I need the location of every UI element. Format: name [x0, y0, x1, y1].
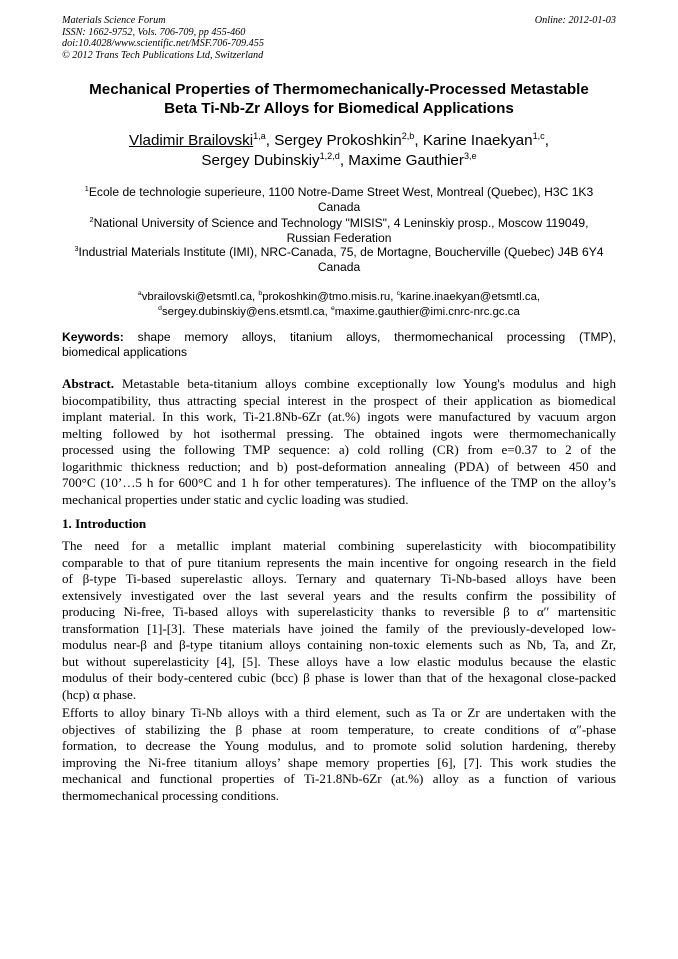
- paragraph-line: but without superelasticity [4], [5]. These alloys have a low elastic modulus because the elastic: [62, 653, 616, 669]
- affiliation-2: [62, 216, 616, 246]
- email-address[interactable]: vbrailovski@etsmtl.ca,: [141, 291, 259, 303]
- paragraph-line: Efforts to alloy binary Ti-Nb alloys with a third element, such as Ta or Zr are undertaken with the: [62, 705, 616, 720]
- author-list: [62, 131, 616, 171]
- abstract-line: [62, 376, 616, 393]
- keywords: [62, 330, 616, 360]
- email-line: [62, 290, 616, 305]
- abstract: [62, 376, 616, 508]
- keywords-label: Keywords:: [62, 330, 124, 344]
- paragraph-line: mechanical and functional properties of Ti-21.8Nb-6Zr (at.%) alloy as a function of various: [62, 771, 616, 786]
- email-sup: c: [396, 290, 400, 298]
- paragraph-line: transformation [1]-[3]. These materials have joined the family of the previously-developed low-: [62, 620, 616, 636]
- abstract-line: melting followed by hot isothermal pressing. The obtained ingots were thermomechanically: [62, 425, 616, 441]
- paragraph-line: of β-type Ti-based superelastic alloys. Ternary and quaternary Ti-Nb-based alloys have been: [62, 571, 616, 586]
- abstract-label: Abstract.: [62, 376, 114, 391]
- paragraph-line: The need for a metallic implant material combining superelasticity with biocompatibility: [62, 538, 616, 553]
- paragraph-line: formation, to decrease the Young modulus, and to promote solid solution hardening, thereby: [62, 738, 616, 753]
- intro-paragraph-1: [62, 538, 616, 703]
- paper-title: [62, 80, 616, 118]
- affil-text: Ecole de technologie superieure, 1100 Notre-Dame Street West, Montreal (Quebec), H3C 1K3: [88, 185, 594, 199]
- author-affil-sup: 1,2,d: [319, 150, 340, 161]
- paragraph-line: comparable to that of pure titanium represents the main incentive for ongoing research in the field: [62, 554, 616, 570]
- abstract-text: Metastable beta-titanium alloys combine exceptionally low Young's modulus and high: [121, 376, 616, 391]
- author-line: [62, 131, 616, 151]
- author-name: Sergey Dubinskiy: [201, 152, 320, 169]
- affiliation-line: [62, 245, 616, 260]
- author-sep: ,: [339, 152, 349, 169]
- author-sep: ,: [414, 132, 423, 149]
- author-name: Vladimir Brailovski: [129, 132, 254, 149]
- author-affil-sup: 3,e: [463, 150, 477, 161]
- email-list: [62, 290, 616, 320]
- affiliation-line: [62, 216, 616, 231]
- intro-paragraph-2: [62, 705, 616, 804]
- paragraph-line: thermomechanical processing conditions.: [62, 787, 280, 803]
- email-sup: e: [330, 305, 335, 313]
- paragraph-line: extensively investigated over the last several years and the results confirm the possibility of: [62, 587, 616, 603]
- author-affil-sup: 1,a: [253, 130, 266, 141]
- email-sup: b: [258, 290, 263, 298]
- affil-num: 2: [89, 214, 94, 224]
- paragraph-line: improving the Ni-free titanium alloys’ shape memory properties [6], [7]. This work studies the: [62, 754, 616, 770]
- affil-text: Industrial Materials Institute (IMI), NRC-Canada, 75, de Mortagne, Boucherville (Quebec) J4B 6Y4: [78, 245, 604, 259]
- email-sup: a: [137, 290, 142, 298]
- abstract-line: processed using the following TMP sequence: a) cold rolling (CR) from e=0.37 to 2 of the: [62, 442, 616, 457]
- email-address[interactable]: sergey.dubinskiy@ens.etsmtl.ca,: [161, 306, 331, 318]
- email-address[interactable]: maxime.gauthier@imi.cnrc-nrc.gc.ca: [334, 306, 520, 318]
- section-heading: 1. Introduction: [62, 516, 147, 531]
- keywords-text: shape memory alloys, titanium alloys, thermomechanical processing (TMP),: [137, 330, 616, 344]
- affiliation-1: [62, 185, 616, 215]
- affil-text: National University of Science and Technology "MISIS", 4 Leninskiy prosp., Moscow 119049,: [93, 216, 589, 230]
- abstract-line: logarithmic thickness reduction; and b) post-deformation annealing (PDA) of between 450 and: [62, 458, 616, 474]
- author-name: Karine Inaekyan: [422, 132, 533, 149]
- author-name: Maxime Gauthier: [348, 152, 464, 169]
- author-sep: ,: [265, 132, 275, 149]
- abstract-line: 700°C (10’…5 h for 600°C and 1 h for other temperatures). The influence of the TMP on the alloy’s: [62, 475, 616, 490]
- keywords-line: [62, 330, 616, 345]
- title-line: Beta Ti-Nb-Zr Alloys for Biomedical Applications: [164, 100, 514, 117]
- affiliation-line: [62, 185, 616, 200]
- affil-country: Canada: [317, 200, 361, 214]
- affil-country: Russian Federation: [286, 231, 392, 245]
- affil-num: 3: [74, 243, 79, 253]
- author-line: [62, 151, 616, 171]
- keywords-line: biomedical applications: [62, 345, 188, 359]
- email-address[interactable]: prokoshkin@tmo.misis.ru,: [262, 291, 397, 303]
- author-name: Sergey Prokoshkin: [274, 132, 402, 149]
- journal-header: [62, 15, 616, 61]
- doi-line: doi:10.4028/www.scientific.net/MSF.706-709.455: [62, 38, 264, 50]
- email-line: [62, 305, 616, 320]
- paragraph-line: (hcp) α phase.: [62, 686, 137, 702]
- paragraph-line: producing Ni-free, Ti-based alloys with superelasticity thanks to reversible β to α′′ martensitic: [62, 604, 616, 619]
- abstract-line: mechanical properties under static and cyclic loading was studied.: [62, 491, 409, 507]
- issn-line: ISSN: 1662-9752, Vols. 706-709, pp 455-460: [62, 26, 246, 38]
- affil-country: Canada: [317, 260, 361, 274]
- affil-num: 1: [84, 183, 89, 193]
- email-address[interactable]: karine.inaekyan@etsmtl.ca,: [399, 291, 541, 303]
- author-affil-sup: 2,b: [401, 130, 415, 141]
- online-date: Online: 2012-01-03: [534, 15, 616, 26]
- paragraph-line: modulus of their body-centered cubic (bcc) β phase is lower than that of the hexagonal close-packed: [62, 670, 616, 685]
- abstract-line: implant material. In this work, Ti-21.8Nb-6Zr (at.%) ingots were manufactured by vacuum argon: [62, 409, 616, 424]
- affiliation-3: [62, 245, 616, 275]
- abstract-line: biocompatibility, thus attracting special interest in the prospect of their application as biomedical: [62, 392, 616, 408]
- author-affil-sup: 1,c: [532, 130, 545, 141]
- email-sup: d: [158, 305, 162, 313]
- copyright-line: © 2012 Trans Tech Publications Ltd, Switzerland: [62, 49, 264, 61]
- paragraph-line: modulus near-β and β-type titanium alloys containing non-toxic elements such as Nb, Ta, and Zr,: [62, 637, 616, 652]
- journal-name: Materials Science Forum: [62, 15, 166, 26]
- paragraph-line: objectives of stabilizing the β phase at room temperature, to create conditions of α″-phase: [62, 721, 616, 737]
- title-line: Mechanical Properties of Thermomechanically-Processed Metastable: [89, 81, 589, 98]
- author-sep: ,: [544, 132, 549, 149]
